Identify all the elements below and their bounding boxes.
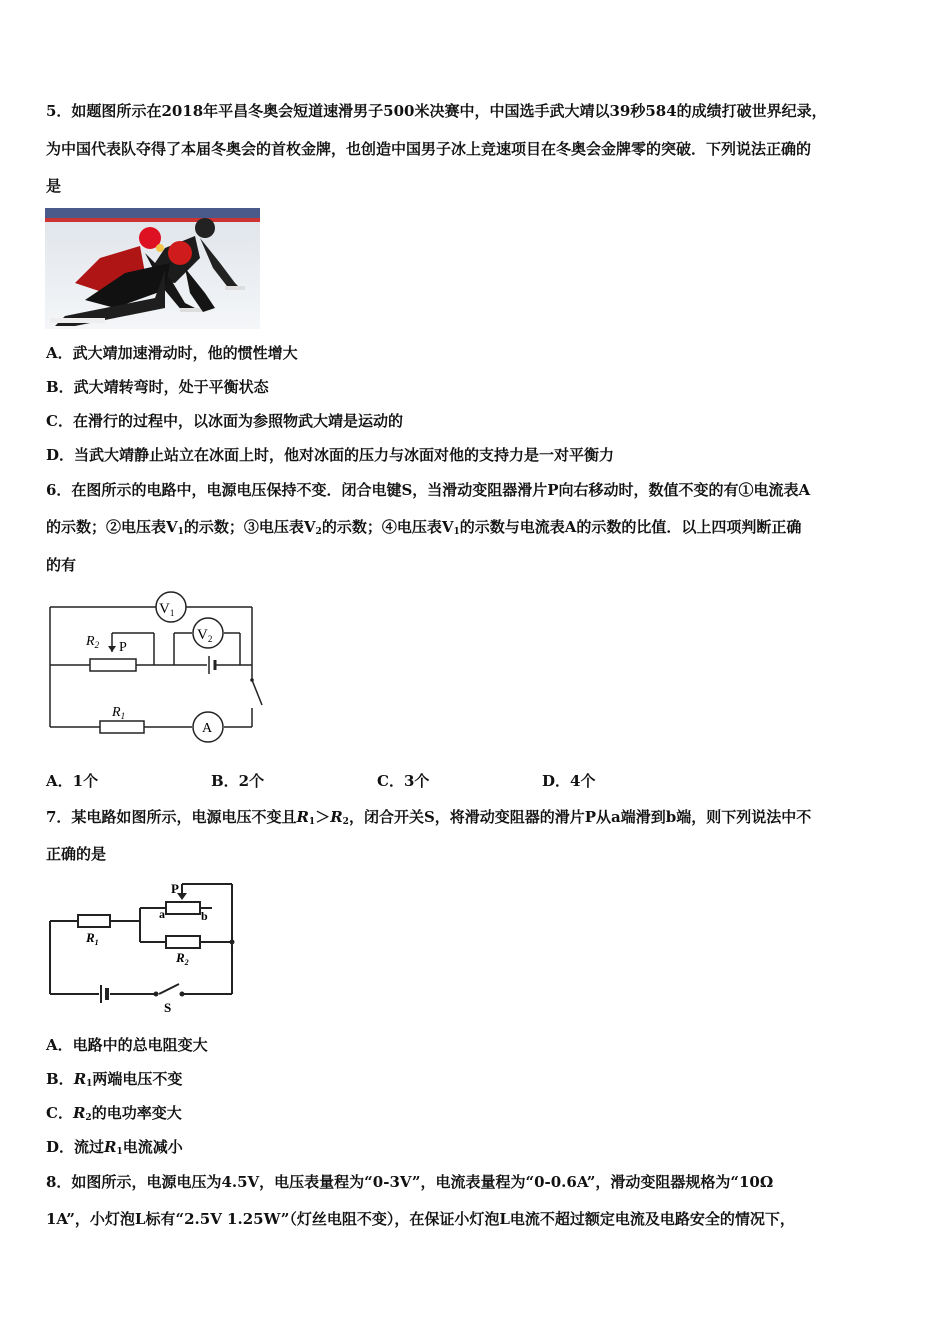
slider-p-label: P (119, 640, 127, 655)
q6-line-3: 的有 (46, 556, 77, 574)
slider-p-label: P (171, 881, 179, 896)
v2-label: $V_2$ (197, 627, 213, 644)
r2-label: $R_2$ (86, 634, 100, 650)
q7-option-a: A．电路中的总电阻变大 (46, 1036, 208, 1054)
q6-option-c: C．3个 (377, 772, 430, 790)
r1-label: $R_1$ (86, 930, 99, 947)
q5-line-2: 为中国代表队夺得了本届冬奥会的首枚金牌，也创造中国男子冰上竞速项目在冬奥会金牌零的突破．下列说法正确的 (46, 140, 812, 158)
q6-option-d: D．4个 (542, 772, 596, 790)
q7-option-d: D．流过$R_1$电流减小 (46, 1138, 183, 1157)
terminal-b-label: b (201, 909, 208, 923)
ammeter-label: A (202, 721, 213, 736)
q6-option-b: B．2个 (211, 772, 265, 790)
q7-option-b: B．$R_1$两端电压不变 (46, 1070, 183, 1089)
q6-line-1: 6．在图所示的电路中，电源电压保持不变．闭合电键S，当滑动变阻器滑片P向右移动时，数值不变的有①电流表A (46, 481, 811, 499)
r1-label: $R_1$ (112, 705, 126, 721)
q8-line-2: 1A”，小灯泡L标有“2.5V 1.25W”（灯丝电阻不变），在保证小灯泡L电流不超过额定电流及电路安全的情况下， (46, 1210, 795, 1228)
v1-label: $V_1$ (159, 601, 175, 618)
q5-line-3: 是 (46, 177, 62, 195)
q7-line-2: 正确的是 (46, 845, 107, 863)
circuit-diagram-q7 (44, 876, 240, 1016)
switch-s-label: S (164, 1000, 172, 1015)
q5-option-c: C．在滑行的过程中，以冰面为参照物武大靖是运动的 (46, 412, 403, 430)
q5-option-d: D．当武大靖静止站立在冰面上时，他对冰面的压力与冰面对他的支持力是一对平衡力 (46, 446, 615, 464)
q5-option-b: B．武大靖转弯时，处于平衡状态 (46, 378, 269, 396)
q5-line-1: 5．如题图所示在2018年平昌冬奥会短道速滑男子500米决赛中，中国选手武大靖以39秒584的成绩打破世界纪录， (46, 102, 827, 120)
q7-line-1: 7．某电路如图所示，电源电压不变且$R_1>R_2$，闭合开关S，将滑动变阻器的滑片P从a端滑到b端，则下列说法中不 (46, 808, 812, 827)
q6-option-a: A．1个 (46, 772, 99, 790)
r2-label: $R_2$ (176, 950, 189, 967)
q7-option-c: C．$R_2$的电功率变大 (46, 1104, 182, 1123)
circuit-diagram-q6 (44, 590, 269, 750)
q6-line-2: 的示数；②电压表$V_1$的示数；③电压表$V_2$的示数；④电压表$V_1$的示数与电流表A的示数的比值．以上四项判断正确 (46, 518, 802, 537)
q5-option-a: A．武大靖加速滑动时，他的惯性增大 (46, 344, 298, 362)
q8-line-1: 8．如图所示，电源电压为4.5V，电压表量程为“0-3V”，电流表量程为“0-0.6A”，滑动变阻器规格为“10Ω (46, 1173, 774, 1191)
terminal-a-label: a (159, 907, 165, 921)
skating-photo (45, 208, 260, 329)
